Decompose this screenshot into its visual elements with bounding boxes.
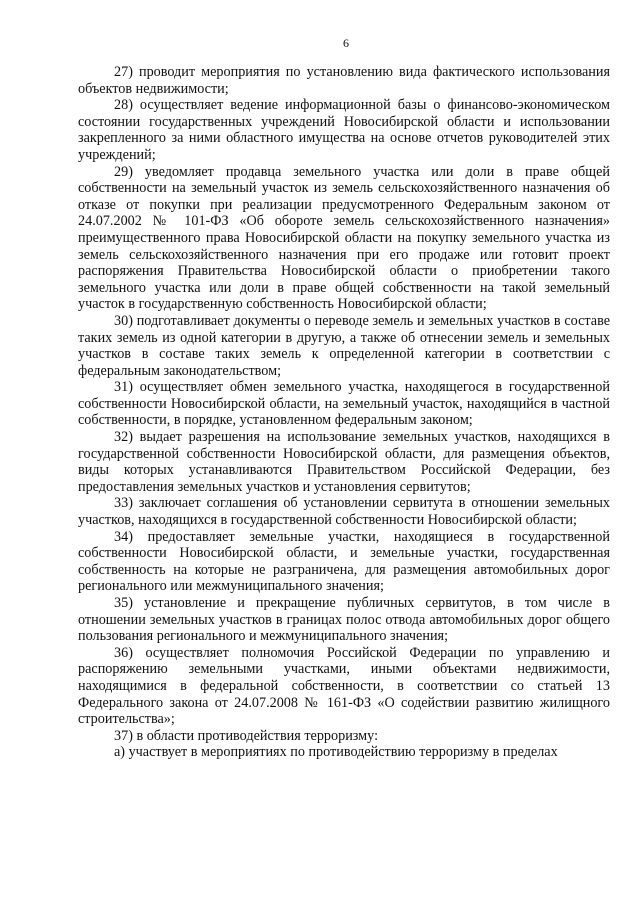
paragraph-36: 36) осуществляет полномочия Российской Федерации по управлению и распоряжению земельными участками, иными объектами недвижимости, находящимися в федеральной собственности, в соответствии со статьей 13 Федерального закона от 24.07.2008 № 161-ФЗ «О содействии развитию жилищного строительства»; xyxy=(78,644,610,728)
paragraph-37-a: а) участвует в мероприятиях по противодействию терроризму в пределах xyxy=(114,744,558,761)
paragraph-29: 29) уведомляет продавца земельного участка или доли в праве общей собственности на земельный участок из земель сельскохозяйственного назначения об отказе от покупки при реализации предусмотренного Федеральным законом от 24.07.2002 № 101-ФЗ «Об обороте земель сельскохозяйственного назначения» преимущественного права Новосибирской области на покупку земельного участка из земель сельскохозяйственного назначения при его продаже или готовит проект распоряжения Правительства Новосибирской области о приобретении такого земельного участка или доли в праве общей собственности на такой земельный участок в государственную собственность Новосибирской области; xyxy=(78,163,610,313)
document-page xyxy=(78,36,610,761)
paragraph-28: 28) осуществляет ведение информационной базы о финансово-экономическом состоянии государственных учреждений Новосибирской области и использовании закрепленного за ними областного имущества на основе отчетов руководителей этих учреждений; xyxy=(78,97,610,163)
paragraph-35: 35) установление и прекращение публичных сервитутов, в том числе в отношении земельных участков в границах полос отвода автомобильных дорог общего пользования регионального и межмуниципального значения; xyxy=(78,595,610,645)
paragraph-30: 30) подготавливает документы о переводе земель и земельных участков в составе таких земель из одной категории в другую, а также об отнесении земель и земельных участков в составе таких земель к определенной категории в соответствии с федеральным законодательством; xyxy=(78,312,610,379)
paragraph-31: 31) осуществляет обмен земельного участка, находящегося в государственной собственности Новосибирской области, на земельный участок, находящийся в частной собственности, в порядке, установленном федеральным законом; xyxy=(78,379,610,429)
paragraph-37: 37) в области противодействия терроризму: xyxy=(114,727,379,744)
page-number: 6 xyxy=(343,36,349,50)
paragraph-27: 27) проводит мероприятия по установлению вида фактического использования объектов недвижимости; xyxy=(78,64,610,97)
paragraph-34: 34) предоставляет земельные участки, находящиеся в государственной собственности Новосибирской области, и земельные участки, государственная собственность на которые не разграничена, для размещения автомобильных дорог регионального или межмуниципального значения; xyxy=(78,528,610,595)
paragraph-32: 32) выдает разрешения на использование земельных участков, находящихся в государственной собственности Новосибирской области, для размещения объектов, виды которых устанавливаются Правительством Российской Федерации, без предоставления земельных участков и установления сервитутов; xyxy=(78,429,610,495)
paragraph-33: 33) заключает соглашения об установлении сервитута в отношении земельных участков, находящихся в государственной собственности Новосибирской области; xyxy=(78,495,610,529)
